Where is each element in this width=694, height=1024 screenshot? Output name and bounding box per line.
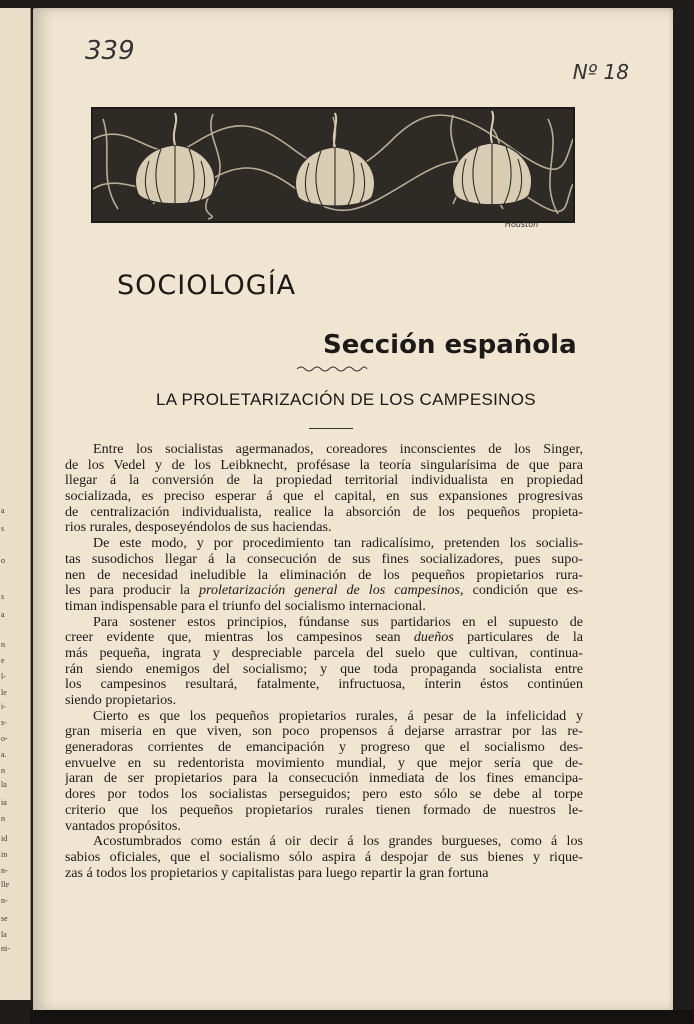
left-page-fragment: le: [1, 688, 7, 697]
left-page-fragment: n: [1, 640, 5, 649]
paragraph-line: Entre los socialistas agermanados, coreadores inconscientes de los Singer,: [93, 442, 583, 457]
paragraph-line: creer evidente que, mientras los campesinos sean dueños particulares de la: [65, 630, 583, 646]
section-title: SOCIOLOGÍA: [117, 270, 297, 301]
left-page-fragment: s-: [1, 718, 7, 727]
left-page-fragment: lle: [1, 880, 9, 889]
paragraph-line: más pequeña, ingrata y despreciable parcela del suelo que cultivan, continua-: [65, 645, 583, 661]
paragraph-line: sabios oficiales, que el socialismo sólo aspira á despojar de sus bienes y rique-: [65, 849, 583, 865]
paragraph-line: de los Vedel y de los Leibknecht, profésase la teoría singularísima de que para: [65, 457, 583, 473]
left-page-fragment: ni-: [1, 944, 10, 953]
paragraph-line: Para sostener estos principios, fúndanse sus partidarios en el supuesto de: [93, 614, 583, 630]
left-page-fragment: in: [1, 850, 8, 859]
paragraph-line: generadoras corrientes de emancipación y progreso que el socialismo des-: [65, 740, 583, 756]
left-page-fragment: id: [1, 834, 8, 843]
left-page-fragment: n: [1, 766, 5, 775]
paragraph-line: dores por todos los socialistas perseguidos; pero esto sólo se debe al torpe: [65, 787, 583, 803]
handwritten-item-number: Nº 18: [572, 60, 629, 84]
document-page: [33, 8, 673, 1012]
paragraph-line: socializada, es preciso esperar á que el capital, en sus expansiones progresivas: [65, 489, 583, 505]
illustrator-signature: Houston: [505, 220, 539, 229]
article-body: [65, 442, 583, 881]
emphasized-text: proletarización general de los campesinos,: [198, 583, 464, 599]
left-page-fragment: l-: [1, 672, 6, 681]
left-page-fragment: la: [1, 780, 7, 789]
paragraph-line: timan indispensable para el triunfo del socialismo internacional.: [65, 598, 426, 614]
emphasized-text: dueños: [413, 630, 454, 646]
paragraph-line: Cierto es que los pequeños propietarios rurales, á pesar de la infelicidad y: [93, 708, 583, 724]
left-page-fragment: a: [1, 506, 5, 515]
left-page-fragment: a.: [1, 750, 7, 759]
paragraph-line: les para producir la proletarización general de los campesinos, condición que es-: [65, 583, 583, 599]
paragraph-line: rios rurales, desposeyéndolos de sus haciendas.: [65, 520, 332, 536]
left-page-fragment: la: [1, 930, 7, 939]
paragraph-line: los campesinos resultará, fatalmente, infructuosa, ínterin éstos continúen: [65, 677, 583, 693]
paragraph-line: envuelve en su redentorista movimiento mundial, y que mejor sería que de-: [65, 755, 583, 771]
section-subtitle: Sección española: [323, 330, 577, 360]
paragraph-line: De este modo, y por procedimiento tan radicalísimo, pretenden los socialis-: [93, 536, 583, 552]
paragraph-line: tas susodichos llegar á la consecución de sus fines socializadores, pues supo-: [65, 551, 583, 567]
paragraph-line: vantados propósitos.: [65, 818, 181, 834]
left-page-fragment: a: [1, 610, 5, 619]
ornamental-squiggle: [295, 364, 369, 374]
paragraph-line: jaran de ser propietarios para la consecución inmediata de los fines emancipa-: [65, 771, 583, 787]
left-page-fragment: o-: [1, 734, 8, 743]
paragraph-line: zas á todos los propietarios y capitalistas para luego repartir la gran fortuna: [65, 865, 489, 881]
handwritten-page-number: 339: [85, 36, 135, 66]
paragraph-line: Acostumbrados como están á oir decir á los grandes burgueses, como á los: [93, 834, 583, 850]
left-page-fragment: o: [1, 556, 5, 565]
left-page-fragment: se: [1, 914, 8, 923]
left-page-fragment: e: [1, 656, 5, 665]
left-page-fragment: s: [1, 592, 5, 601]
onion-illustration: [93, 109, 573, 221]
article-title: LA PROLETARIZACIÓN DE LOS CAMPESINOS: [156, 390, 536, 409]
page-shadow: [30, 1010, 694, 1024]
left-page-fragment: ia: [1, 798, 7, 807]
left-page-fragment: n: [1, 814, 5, 823]
adjacent-page-edge: [0, 8, 31, 1000]
left-page-fragment: n-: [1, 896, 8, 905]
decorative-banner: [91, 107, 575, 223]
paragraph-line: llegar á la conversión de la propiedad territorial individualista en propiedad: [65, 473, 583, 489]
paragraph-line: de centralización individualista, realice la absorción de los pequeños propieta-: [65, 504, 583, 520]
paragraph-line: siendo propietarios.: [65, 693, 177, 708]
left-page-fragment: s: [1, 524, 5, 533]
title-divider: [309, 428, 353, 429]
left-page-fragment: n-: [1, 866, 8, 875]
paragraph-line: gran miseria en que viven, son poco propensos á dejarse arrastrar por las re-: [65, 724, 583, 740]
paragraph-line: nen de necesidad ineludible la eliminación de los pequeños propietarios rura-: [65, 567, 583, 583]
paragraph-line: criterio que los pequeños propietarios rurales tienen formado de nuestros le-: [65, 802, 583, 818]
left-page-fragment: i-: [1, 702, 6, 711]
paragraph-line: rán siendo enemigos del socialismo; y que toda propaganda socialista entre: [65, 661, 583, 677]
